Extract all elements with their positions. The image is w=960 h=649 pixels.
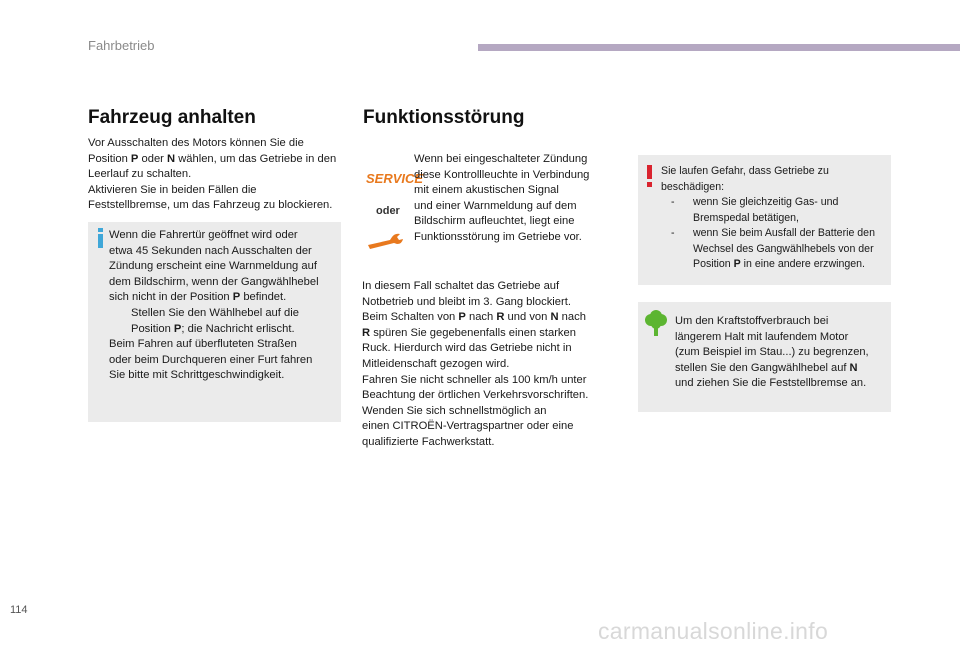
text-line: sich nicht in der Position P befindet. [109,291,287,304]
info-box [88,222,341,422]
text-line: In diesem Fall schaltet das Getriebe auf [362,280,560,292]
title-funktionsstoerung: Funktionsstörung [363,107,525,128]
list-item [661,226,889,273]
dash-marker: - [671,227,675,239]
info-icon-dot [98,228,103,232]
eco-icon-trunk [654,325,658,336]
warning-icon-bar [647,165,652,179]
wrench-shape [368,234,403,249]
malfunction-paragraph [362,279,622,451]
text-line: Wenn bei eingeschalteter Zündung [414,153,588,165]
text-line: Sie bitte mit Schrittgeschwindigkeit. [109,369,285,382]
text-line: Feststellbremse, um das Fahrzeug zu blockieren. [88,199,333,212]
text-line: Beim Fahren auf überfluteten Straßen [109,338,297,351]
text-line: Stellen Sie den Wählhebel auf die [131,306,299,319]
warning-box [638,155,891,285]
text-line: Beachtung der örtlichen Verkehrsvorschriften. [362,389,589,402]
text-line: Position P oder N wählen, um das Getriebe in den [88,152,337,165]
section-label: Fahrbetrieb [88,38,155,53]
text-line: mit einem akustischen Signal [414,184,559,197]
page-number: 114 [10,604,28,616]
text-line: diese Kontrollleuchte in Verbindung [414,168,590,181]
text-line: Funktionsstörung im Getriebe vor. [414,230,582,243]
text-line: Position P; die Nachricht erlischt. [131,322,295,335]
service-icon-label: SERVICE [366,171,424,186]
text-line: oder beim Durchqueren einer Furt fahren [109,353,313,366]
warning-icon-dot [647,182,652,187]
text-line: wenn Sie beim Ausfall der Batterie den [693,227,875,239]
info-box-bullets [109,306,339,337]
text-line: Position P in eine andere erzwingen. [693,258,865,270]
dash-marker: - [671,196,675,208]
text-line: längerem Halt mit laufendem Motor [675,330,849,343]
oder-label: oder [376,205,400,217]
text-line: Vor Ausschalten des Motors können Sie die [88,137,304,149]
info-box-after [109,337,339,384]
text-line: Aktivieren Sie in beiden Fällen die [88,183,257,196]
text-line: Bremspedal betätigen, [693,211,800,224]
watermark: carmanualsonline.info [598,618,829,644]
info-icon-stem [98,234,103,248]
service-description [414,152,614,246]
text-line: Mitleidenschaft gezogen wird. [362,357,510,370]
text-line: Leerlauf zu schalten. [88,168,192,181]
text-line: Beim Schalten von P nach R und von N nach [362,311,586,324]
eco-box-text [675,314,889,392]
text-line: Notbetrieb und bleibt im 3. Gang blockiert. [362,295,571,308]
title-fahrzeug-anhalten: Fahrzeug anhalten [88,107,256,128]
eco-tree-icon [645,310,667,336]
text-line: Sie laufen Gefahr, dass Getriebe zu [661,165,829,177]
text-line: beschädigen: [661,180,725,193]
text-line: wenn Sie gleichzeitig Gas- und [693,196,839,208]
text-line: qualifizierte Fachwerkstatt. [362,435,495,448]
info-icon [96,228,106,248]
warning-box-items [661,195,889,273]
text-line: und ziehen Sie die Feststellbremse an. [675,377,867,390]
wrench-icon [366,232,406,252]
text-line: (zum Beispiel im Stau...) zu begrenzen, [675,346,869,359]
text-line: einen CITROËN-Vertragspartner oder eine [362,420,574,433]
text-line: Bildschirm aufleuchtet, liegt eine [414,215,575,228]
header-accent-bar [478,44,960,51]
warning-icon [646,165,654,187]
text-line: etwa 45 Sekunden nach Ausschalten der [109,244,312,257]
text-line: Wenn die Fahrertür geöffnet wird oder [109,229,298,241]
text-line: Fahren Sie nicht schneller als 100 km/h unter [362,373,587,386]
text-line: und einer Warnmeldung auf dem [414,199,577,212]
text-line: dem Bildschirm, wenn der Gangwählhebel [109,275,319,288]
text-line: Wenden Sie sich schnellstmöglich an [362,404,547,417]
warning-box-text [661,164,889,195]
text-line: stellen Sie den Gangwählhebel auf N [675,361,858,374]
text-line: R spüren Sie gegebenenfalls einen starken [362,326,576,339]
text-line: Um den Kraftstoffverbrauch bei [675,315,829,327]
service-warning-icon [366,169,424,187]
text-line: Wechsel des Gangwählhebels von der [693,242,874,255]
intro-text [88,136,348,214]
list-item [661,195,889,226]
text-line: Zündung erscheint eine Warnmeldung auf [109,260,317,273]
info-box-text [109,228,339,306]
bullet-item [109,306,339,337]
eco-box [638,302,891,412]
text-line: Ruck. Hierdurch wird das Getriebe nicht in [362,342,572,355]
